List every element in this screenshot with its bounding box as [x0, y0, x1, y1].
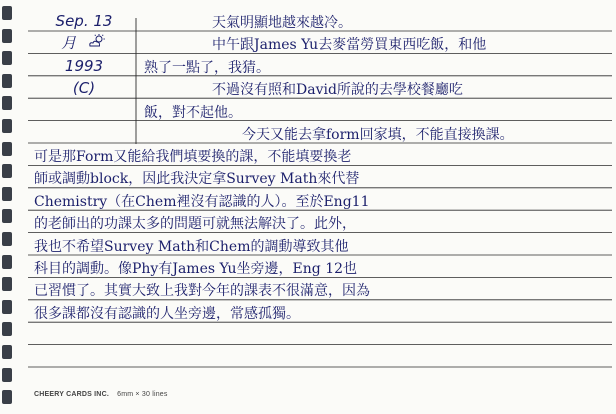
- entry-line: 熟了一點了，我猜。: [144, 59, 270, 76]
- sun-cloud-glyph: [87, 34, 107, 48]
- binding-hole: [2, 96, 12, 110]
- binding-hole: [2, 345, 12, 359]
- entry-right-block: [144, 12, 610, 146]
- binding-hole: [2, 119, 12, 133]
- entry-line: 科目的調動。像Phy有James Yu坐旁邊，Eng 12也: [34, 260, 358, 277]
- entry-line: 飯，對不起他。: [144, 104, 242, 121]
- entry-line: 中午跟James Yu去麥當勞買東西吃飯，和他: [212, 37, 487, 54]
- binding-hole: [2, 277, 12, 291]
- binding-hole: [2, 51, 12, 65]
- footer-brand: CHEERY CARDS INC.: [34, 391, 109, 398]
- binding-hole: [2, 368, 12, 382]
- entry-line: 我也不希望Survey Math和Chem的調動導致其他: [34, 238, 349, 255]
- entry-line: 天氣明顯地越來越冷。: [212, 15, 352, 31]
- entry-line: 師或調動block，因此我決定拿Survey Math來代替: [34, 171, 360, 188]
- binding-hole: [2, 142, 12, 156]
- entry-line: 很多課都沒有認識的人坐旁邊，常感孤獨。: [34, 305, 300, 322]
- binding-hole: [2, 187, 12, 201]
- binding-hole: [2, 29, 12, 43]
- binding-hole: [2, 164, 12, 178]
- binding-hole: [2, 232, 12, 246]
- entry-line: 今天又能去拿form回家填，不能直接換課。: [242, 126, 514, 143]
- entry-line: 不過沒有照和David所說的去學校餐廳吃: [212, 82, 463, 99]
- date-weekday-row: [30, 32, 138, 54]
- binding-hole: [2, 209, 12, 223]
- date-mark: (C): [72, 79, 96, 98]
- binding-hole: [2, 322, 12, 336]
- binding-hole: [2, 390, 12, 404]
- entry-full-block: [34, 146, 610, 325]
- date-year: 1993: [64, 56, 104, 75]
- binding-hole: [2, 6, 12, 20]
- date-weekday: 月: [61, 34, 77, 53]
- date-column: [30, 10, 138, 140]
- entry-line: Chemistry（在Chem裡沒有認識的人）。至於Eng11: [34, 193, 370, 210]
- entry-line: 的老師出的功課太多的問題可就無法解決了。此外，: [34, 216, 356, 233]
- spiral-binding: [0, 0, 22, 414]
- entry-line: 已習慣了。其實大致上我對今年的課表不很滿意，因為: [34, 283, 370, 300]
- binding-hole: [2, 300, 12, 314]
- sun-cloud-icon: [87, 37, 107, 52]
- date-month-day: Sep. 13: [55, 12, 113, 30]
- entry-line: 可是那Form又能給我們填要換的課，不能填要換老: [34, 149, 352, 165]
- footer-spec: 6mm × 30 lines: [117, 391, 168, 398]
- binding-hole: [2, 74, 12, 88]
- binding-hole: [2, 255, 12, 269]
- paper-footer: [34, 391, 168, 398]
